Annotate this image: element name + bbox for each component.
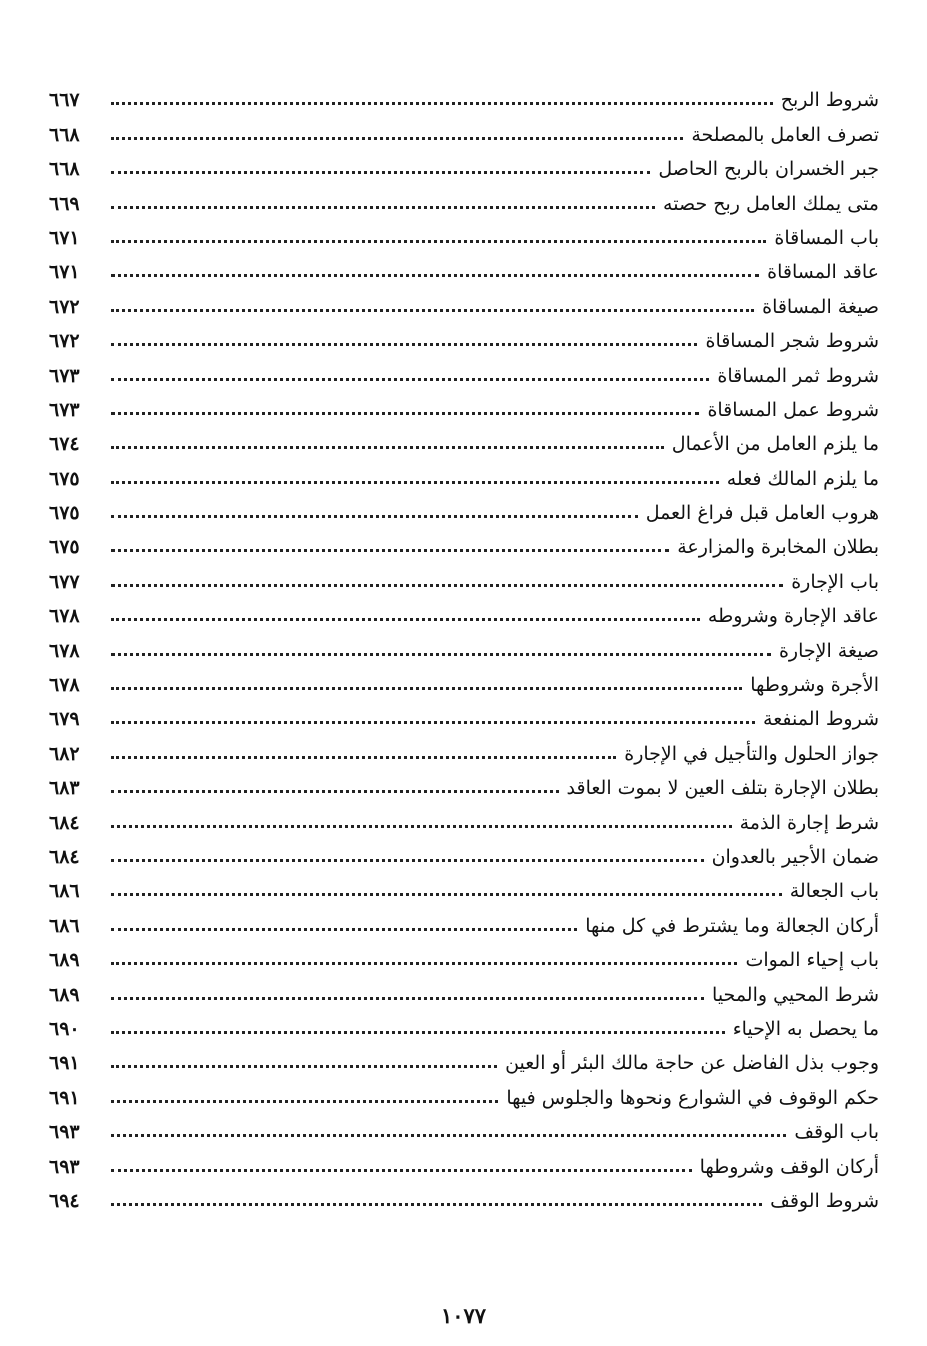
toc-entry-title: متى يملك العامل ربح حصته — [663, 192, 879, 215]
toc-entry-page-number: ٦٨٣ — [49, 777, 80, 800]
toc-entry-page-number: ٦٨٤ — [49, 811, 80, 834]
toc-entry-page-number: ٦٩١ — [49, 1052, 80, 1075]
toc-entry-title: شروط الربح — [780, 89, 879, 112]
toc-entry-page-number: ٦٧٨ — [49, 674, 80, 697]
dot-leader — [111, 962, 737, 965]
toc-entry — [49, 798, 879, 832]
toc-entry — [49, 386, 879, 420]
toc-entry-page-number: ٦٧٧ — [49, 570, 80, 593]
toc-entry — [49, 1177, 879, 1211]
dot-leader — [111, 618, 700, 621]
toc-entry — [49, 317, 879, 351]
toc-entry — [49, 214, 879, 248]
toc-entry-page-number: ٦٧٥ — [49, 467, 80, 490]
toc-entry — [49, 248, 879, 282]
toc-entry — [49, 764, 879, 798]
toc-entry-page-number: ٦٦٧ — [49, 89, 80, 112]
toc-entry-page-number: ٦٧٩ — [49, 708, 80, 731]
toc-entry — [49, 557, 879, 591]
toc-entry-title: باب إحياء الموات — [745, 949, 879, 972]
dot-leader — [111, 928, 577, 931]
dot-leader — [111, 997, 704, 1000]
dot-leader — [111, 481, 719, 484]
toc-entry-title: تصرف العامل بالمصلحة — [691, 123, 879, 146]
dot-leader — [111, 137, 683, 140]
dot-leader — [111, 825, 732, 828]
toc-entry-page-number: ٦٩٣ — [49, 1155, 80, 1178]
toc-entry — [49, 695, 879, 729]
dot-leader — [111, 309, 754, 312]
toc-entry-title: أركان الجعالة وما يشترط في كل منها — [585, 914, 879, 937]
toc-entry — [49, 661, 879, 695]
toc-entry-page-number: ٦٨٩ — [49, 949, 80, 972]
toc-entry-page-number: ٦٧٣ — [49, 364, 80, 387]
dot-leader — [111, 721, 755, 724]
dot-leader — [111, 653, 771, 656]
toc-entry-page-number: ٦٧٤ — [49, 433, 80, 456]
toc-entry — [49, 901, 879, 935]
toc-entry — [49, 729, 879, 763]
toc-entry — [49, 626, 879, 660]
dot-leader — [111, 515, 638, 518]
toc-entry — [49, 970, 879, 1004]
toc-entry-page-number: ٦٩١ — [49, 1086, 80, 1109]
toc-entry — [49, 1073, 879, 1107]
toc-entry-page-number: ٦٩٤ — [49, 1189, 80, 1212]
toc-entry-title: صيغة المساقاة — [762, 295, 879, 318]
toc-entry-title: عاقد المساقاة — [767, 261, 879, 284]
toc-entry-page-number: ٦٨٢ — [49, 742, 80, 765]
table-of-contents — [49, 76, 879, 1211]
toc-entry-page-number: ٦٩٠ — [49, 1017, 80, 1040]
toc-entry-page-number: ٦٧٥ — [49, 502, 80, 525]
dot-leader — [111, 378, 709, 381]
toc-entry-title: ما يلزم المالك فعله — [726, 467, 879, 490]
toc-entry — [49, 145, 879, 179]
toc-entry-title: شروط شجر المساقاة — [705, 330, 879, 353]
dot-leader — [111, 274, 759, 277]
toc-entry-page-number: ٦٧٨ — [49, 639, 80, 662]
toc-entry — [49, 867, 879, 901]
toc-entry — [49, 1005, 879, 1039]
dot-leader — [111, 790, 559, 793]
toc-entry-page-number: ٦٧٣ — [49, 398, 80, 421]
toc-entry-page-number: ٦٧٢ — [49, 330, 80, 353]
toc-entry — [49, 592, 879, 626]
toc-entry-title: صيغة الإجارة — [778, 639, 879, 662]
toc-entry-title: شرط إجارة الذمة — [739, 811, 879, 834]
toc-entry-title: جواز الحلول والتأجيل في الإجارة — [624, 742, 879, 765]
toc-entry-title: باب المساقاة — [774, 226, 879, 249]
dot-leader — [111, 1065, 497, 1068]
dot-leader — [111, 1031, 725, 1034]
dot-leader — [111, 102, 773, 105]
dot-leader — [111, 412, 699, 415]
toc-entry-title: ضمان الأجير بالعدوان — [711, 845, 879, 868]
toc-entry-title: جبر الخسران بالربح الحاصل — [658, 158, 879, 181]
toc-entry-title: شروط المنفعة — [763, 708, 879, 731]
dot-leader — [111, 206, 655, 209]
dot-leader — [111, 859, 704, 862]
toc-entry — [49, 523, 879, 557]
toc-entry — [49, 936, 879, 970]
dot-leader — [111, 687, 742, 690]
toc-entry-page-number: ٦٧٨ — [49, 605, 80, 628]
toc-entry-title: الأجرة وشروطها — [750, 674, 879, 697]
toc-entry-page-number: ٦٨٦ — [49, 880, 80, 903]
toc-entry-title: شروط الوقف — [770, 1189, 879, 1212]
dot-leader — [111, 584, 783, 587]
toc-entry-title: باب الوقف — [794, 1121, 879, 1144]
toc-entry-page-number: ٦٨٤ — [49, 845, 80, 868]
toc-entry-page-number: ٦٩٣ — [49, 1121, 80, 1144]
dot-leader — [111, 343, 697, 346]
toc-entry — [49, 833, 879, 867]
toc-entry-page-number: ٦٦٨ — [49, 158, 80, 181]
toc-entry — [49, 179, 879, 213]
toc-entry-title: شروط ثمر المساقاة — [717, 364, 879, 387]
toc-entry-page-number: ٦٧١ — [49, 226, 80, 249]
dot-leader — [111, 1169, 692, 1172]
toc-entry-title: ما يحصل به الإحياء — [732, 1017, 879, 1040]
dot-leader — [111, 240, 766, 243]
toc-entry-page-number: ٦٧١ — [49, 261, 80, 284]
dot-leader — [111, 549, 669, 552]
toc-entry-title: ما يلزم العامل من الأعمال — [671, 433, 879, 456]
dot-leader — [111, 1100, 498, 1103]
toc-entry — [49, 1039, 879, 1073]
toc-entry — [49, 76, 879, 110]
toc-entry-title: بطلان الإجارة بتلف العين لا بموت العاقد — [566, 777, 879, 800]
toc-entry-page-number: ٦٦٩ — [49, 192, 80, 215]
toc-entry-title: حكم الوقوف في الشوارع ونحوها والجلوس فيها — [506, 1086, 879, 1109]
toc-entry — [49, 351, 879, 385]
toc-entry-page-number: ٦٨٩ — [49, 983, 80, 1006]
toc-entry — [49, 1142, 879, 1176]
toc-entry-title: شرط المحيي والمحيا — [712, 983, 879, 1006]
toc-entry-page-number: ٦٧٥ — [49, 536, 80, 559]
dot-leader — [111, 1203, 762, 1206]
dot-leader — [111, 446, 664, 449]
toc-entry — [49, 282, 879, 316]
toc-entry-title: شروط عمل المساقاة — [707, 398, 879, 421]
toc-entry-title: أركان الوقف وشروطها — [699, 1155, 879, 1178]
toc-entry-page-number: ٦٦٨ — [49, 123, 80, 146]
toc-entry-title: بطلان المخابرة والمزارعة — [677, 536, 879, 559]
toc-entry-title: وجوب بذل الفاضل عن حاجة مالك البئر أو العين — [505, 1052, 879, 1075]
toc-entry-title: باب الجعالة — [789, 880, 879, 903]
toc-entry-title: هروب العامل قبل فراغ العمل — [645, 502, 879, 525]
toc-entry — [49, 454, 879, 488]
toc-entry — [49, 489, 879, 523]
toc-entry — [49, 1108, 879, 1142]
dot-leader — [111, 756, 616, 759]
dot-leader — [111, 893, 782, 896]
toc-entry — [49, 420, 879, 454]
toc-entry-page-number: ٦٨٦ — [49, 914, 80, 937]
toc-entry-title: عاقد الإجارة وشروطه — [707, 605, 879, 628]
toc-entry-title: باب الإجارة — [791, 570, 879, 593]
page-number: ١٠٧٧ — [440, 1303, 487, 1328]
toc-entry-page-number: ٦٧٢ — [49, 295, 80, 318]
dot-leader — [111, 1134, 786, 1137]
toc-entry — [49, 110, 879, 144]
dot-leader — [111, 171, 650, 174]
